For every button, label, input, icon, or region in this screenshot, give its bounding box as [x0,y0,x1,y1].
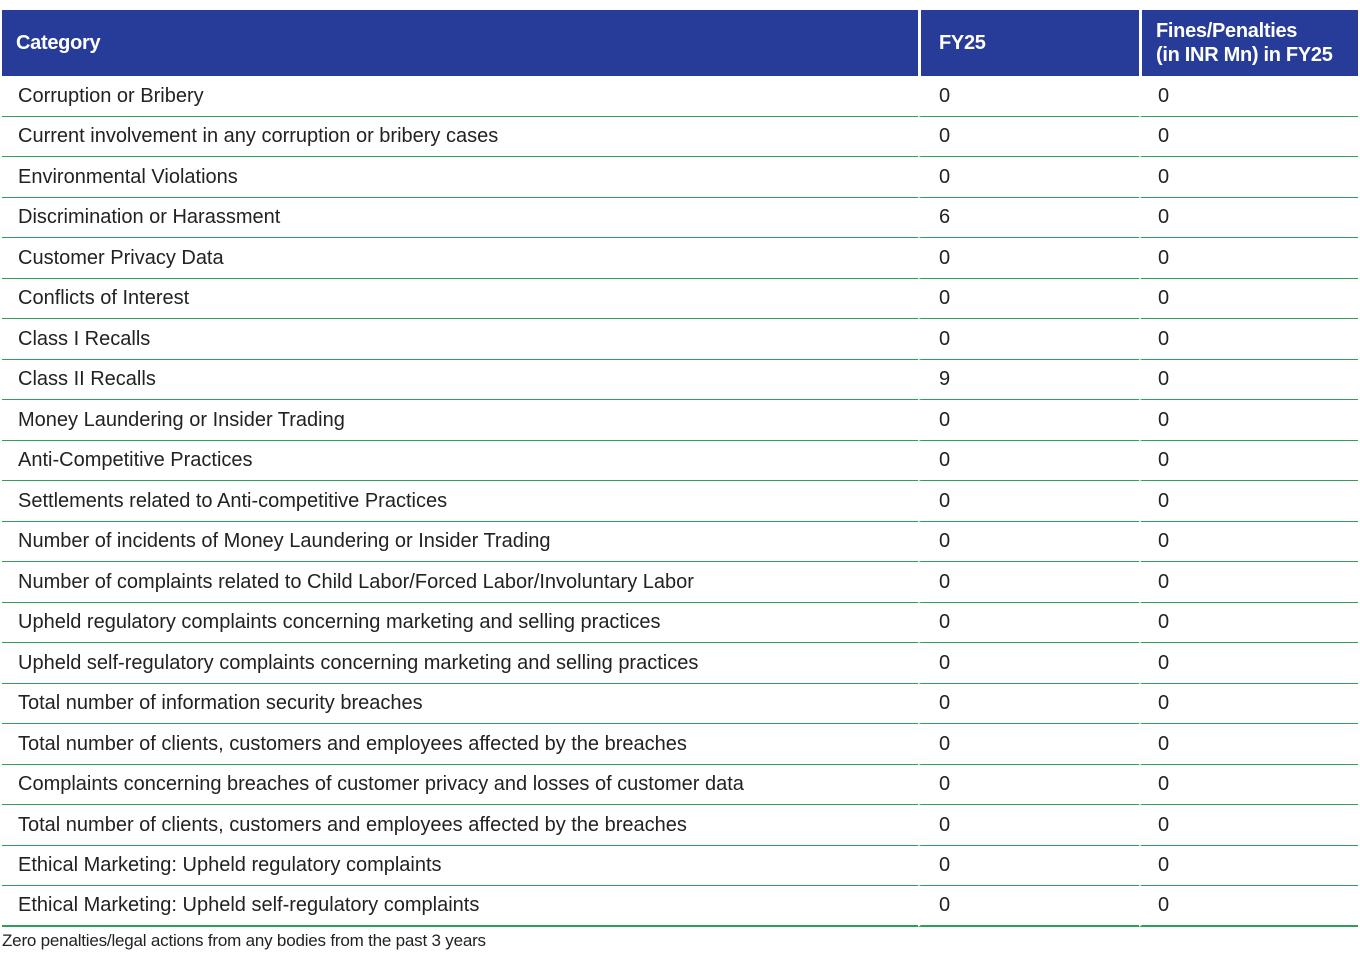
fy25-cell: 0 [918,481,1139,522]
fy25-cell: 0 [918,319,1139,360]
fy25-cell: 0 [918,603,1139,644]
category-cell: Current involvement in any corruption or bribery cases [2,117,918,158]
fy25-cell: 0 [918,76,1139,117]
fy25-cell: 0 [918,562,1139,603]
fines-cell: 0 [1139,400,1358,441]
category-cell: Environmental Violations [2,157,918,198]
fines-cell: 0 [1139,684,1358,725]
table-row [2,157,1358,198]
fy25-cell: 6 [918,198,1139,239]
category-cell: Corruption or Bribery [2,76,918,117]
category-cell: Total number of information security breaches [2,684,918,725]
table-row [2,360,1358,401]
category-cell: Settlements related to Anti-competitive Practices [2,481,918,522]
fines-cell: 0 [1139,198,1358,239]
category-cell: Total number of clients, customers and employees affected by the breaches [2,805,918,846]
category-cell: Customer Privacy Data [2,238,918,279]
fines-cell: 0 [1139,238,1358,279]
fines-cell: 0 [1139,805,1358,846]
category-cell: Number of complaints related to Child Labor/Forced Labor/Involuntary Labor [2,562,918,603]
table-row [2,238,1358,279]
fy25-cell: 0 [918,684,1139,725]
table-row [2,846,1358,887]
fines-cell: 0 [1139,360,1358,401]
fines-cell: 0 [1139,157,1358,198]
fines-cell: 0 [1139,279,1358,320]
fines-cell: 0 [1139,765,1358,806]
fines-cell: 0 [1139,643,1358,684]
table-row [2,117,1358,158]
fines-cell: 0 [1139,562,1358,603]
table-row [2,684,1358,725]
category-cell: Total number of clients, customers and employees affected by the breaches [2,724,918,765]
fy25-cell: 0 [918,157,1139,198]
fy25-cell: 0 [918,724,1139,765]
table-row [2,562,1358,603]
table-row [2,198,1358,239]
table-body [2,76,1358,927]
category-cell: Class II Recalls [2,360,918,401]
category-cell: Number of incidents of Money Laundering or Insider Trading [2,522,918,563]
table-row [2,603,1358,644]
footnote: Zero penalties/legal actions from any bodies from the past 3 years [2,931,486,950]
category-cell: Money Laundering or Insider Trading [2,400,918,441]
table-row [2,643,1358,684]
fines-cell: 0 [1139,481,1358,522]
fy25-cell: 0 [918,522,1139,563]
fines-cell: 0 [1139,117,1358,158]
fines-cell: 0 [1139,886,1358,927]
header-row [2,10,1358,76]
fines-cell: 0 [1139,441,1358,482]
header-fines-line1: Fines/Penalties [1156,20,1298,42]
table-row [2,400,1358,441]
penalties-table [2,10,1358,927]
header-fines-line2: (in INR Mn) in FY25 [1156,44,1333,66]
header-fy25: FY25 [918,10,1139,76]
table-row [2,279,1358,320]
category-cell: Complaints concerning breaches of customer privacy and losses of customer data [2,765,918,806]
table-row [2,441,1358,482]
fines-cell: 0 [1139,603,1358,644]
fines-cell: 0 [1139,724,1358,765]
fy25-cell: 0 [918,279,1139,320]
category-cell: Conflicts of Interest [2,279,918,320]
category-cell: Ethical Marketing: Upheld regulatory complaints [2,846,918,887]
fy25-cell: 0 [918,805,1139,846]
fy25-cell: 0 [918,846,1139,887]
header-fines-penalties [1139,10,1358,76]
table-row [2,805,1358,846]
category-cell: Anti-Competitive Practices [2,441,918,482]
fines-cell: 0 [1139,522,1358,563]
fy25-cell: 0 [918,238,1139,279]
table-row [2,522,1358,563]
category-cell: Upheld self-regulatory complaints concerning marketing and selling practices [2,643,918,684]
table-row [2,765,1358,806]
header-category: Category [2,10,918,76]
fy25-cell: 9 [918,360,1139,401]
table-row [2,481,1358,522]
table-row [2,886,1358,927]
fy25-cell: 0 [918,441,1139,482]
fy25-cell: 0 [918,886,1139,927]
category-cell: Ethical Marketing: Upheld self-regulatory complaints [2,886,918,927]
fines-cell: 0 [1139,846,1358,887]
table-row [2,76,1358,117]
category-cell: Class I Recalls [2,319,918,360]
category-cell: Discrimination or Harassment [2,198,918,239]
fines-cell: 0 [1139,76,1358,117]
fy25-cell: 0 [918,117,1139,158]
category-cell: Upheld regulatory complaints concerning marketing and selling practices [2,603,918,644]
table-row [2,724,1358,765]
table-header [2,10,1358,76]
fy25-cell: 0 [918,643,1139,684]
fy25-cell: 0 [918,765,1139,806]
table-row [2,319,1358,360]
fy25-cell: 0 [918,400,1139,441]
fines-cell: 0 [1139,319,1358,360]
